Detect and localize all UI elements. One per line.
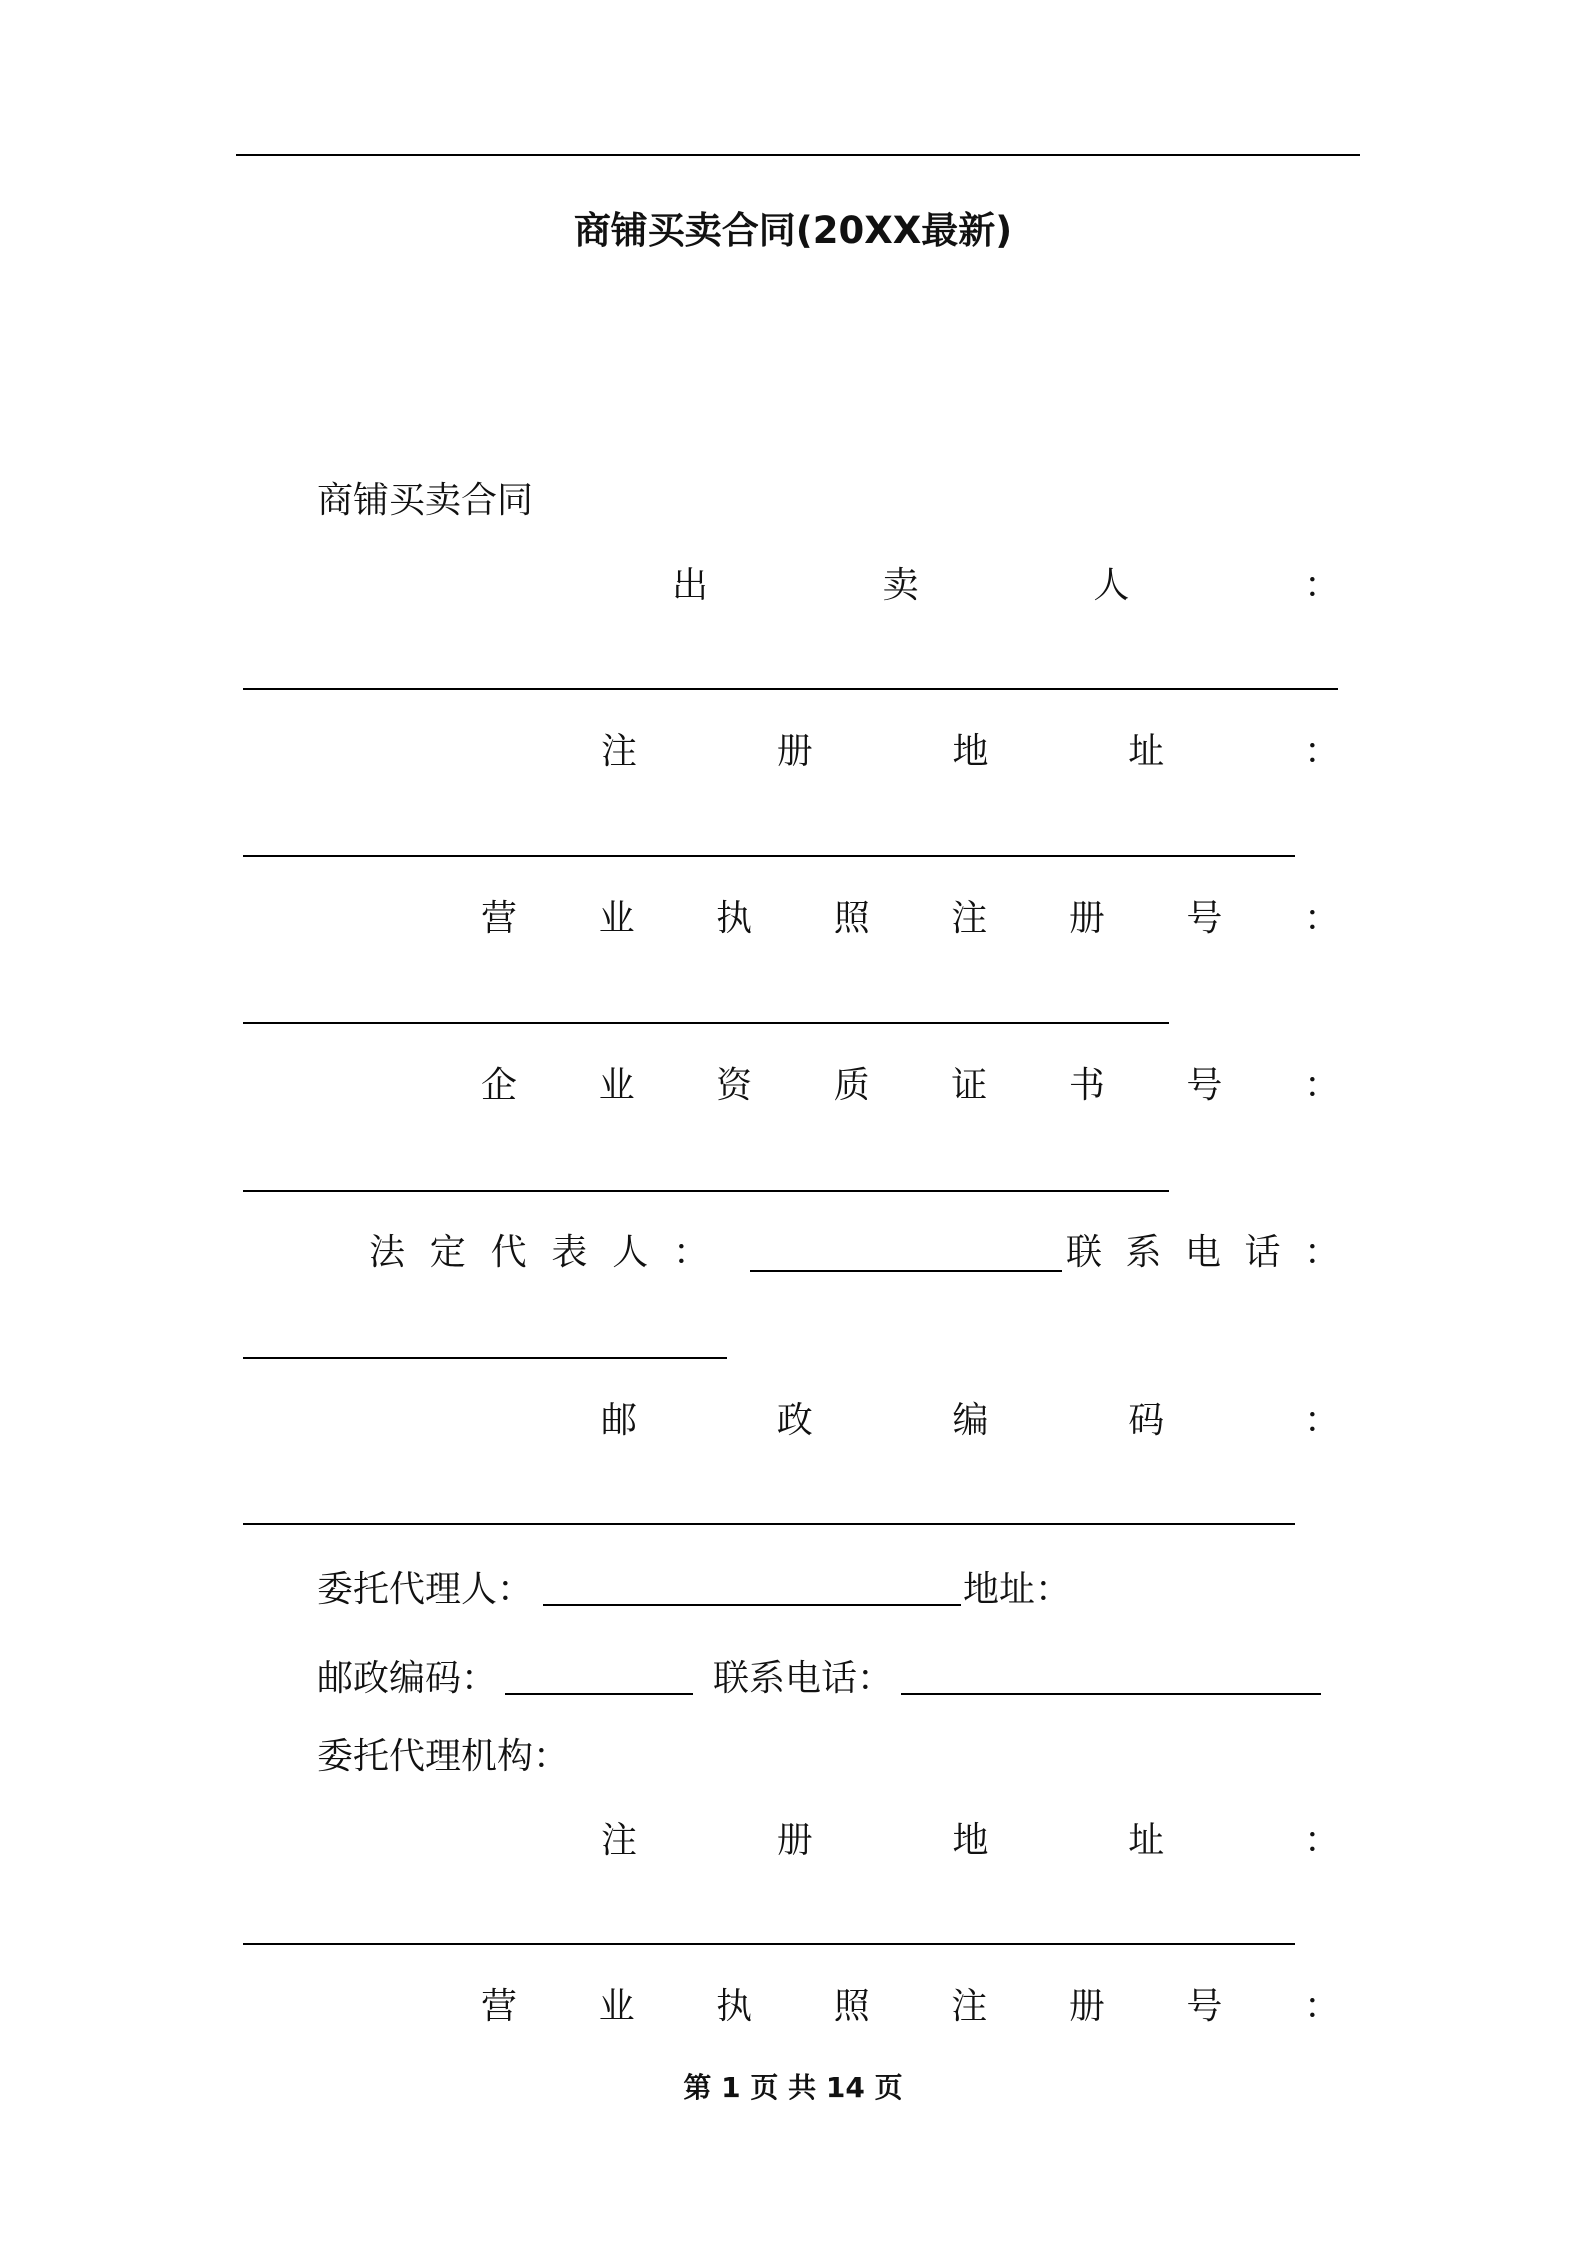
- agent-phone-label: 联系电话：: [713, 1658, 894, 1699]
- seller-blank[interactable]: [243, 688, 1338, 690]
- seller-label: 出 卖 人 ：: [672, 564, 1340, 606]
- legal-rep-phone-label: 联 系 电 话 ：: [1066, 1231, 1340, 1273]
- reg-address-label: 注 册 地 址 ：: [601, 730, 1340, 772]
- agency-reg-address-blank[interactable]: [243, 1943, 1295, 1945]
- postal-code-label: 邮 政 编 码 ：: [601, 1399, 1340, 1441]
- header-rule: [236, 154, 1360, 156]
- agency-reg-address-label: 注 册 地 址 ：: [601, 1819, 1340, 1861]
- agent-label: 委托代理人：: [317, 1569, 534, 1610]
- legal-rep-label: 法 定 代 表 人 ：: [369, 1231, 709, 1273]
- postal-code-blank[interactable]: [243, 1523, 1295, 1525]
- qualification-blank[interactable]: [243, 1190, 1169, 1192]
- document-title: 商铺买卖合同(20XX最新): [573, 209, 1013, 252]
- agent-postal-blank[interactable]: [505, 1693, 693, 1695]
- agent-address-label: 地址：: [963, 1569, 1072, 1610]
- agent-blank[interactable]: [543, 1604, 961, 1606]
- contract-heading: 商铺买卖合同: [317, 480, 534, 521]
- agent-postal-label: 邮政编码：: [317, 1658, 498, 1699]
- legal-rep-blank[interactable]: [750, 1270, 1062, 1272]
- qualification-label: 企 业 资 质 证 书 号 ：: [481, 1064, 1340, 1106]
- agency-license-no-label: 营 业 执 照 注 册 号 ：: [481, 1985, 1340, 2027]
- reg-address-blank[interactable]: [243, 855, 1295, 857]
- page-footer: 第 1 页 共 14 页: [683, 2071, 903, 2104]
- agency-label: 委托代理机构：: [317, 1736, 570, 1777]
- legal-rep-phone-blank[interactable]: [243, 1357, 727, 1359]
- license-no-label: 营 业 执 照 注 册 号 ：: [481, 897, 1340, 939]
- license-no-blank[interactable]: [243, 1022, 1169, 1024]
- agent-phone-blank[interactable]: [901, 1693, 1321, 1695]
